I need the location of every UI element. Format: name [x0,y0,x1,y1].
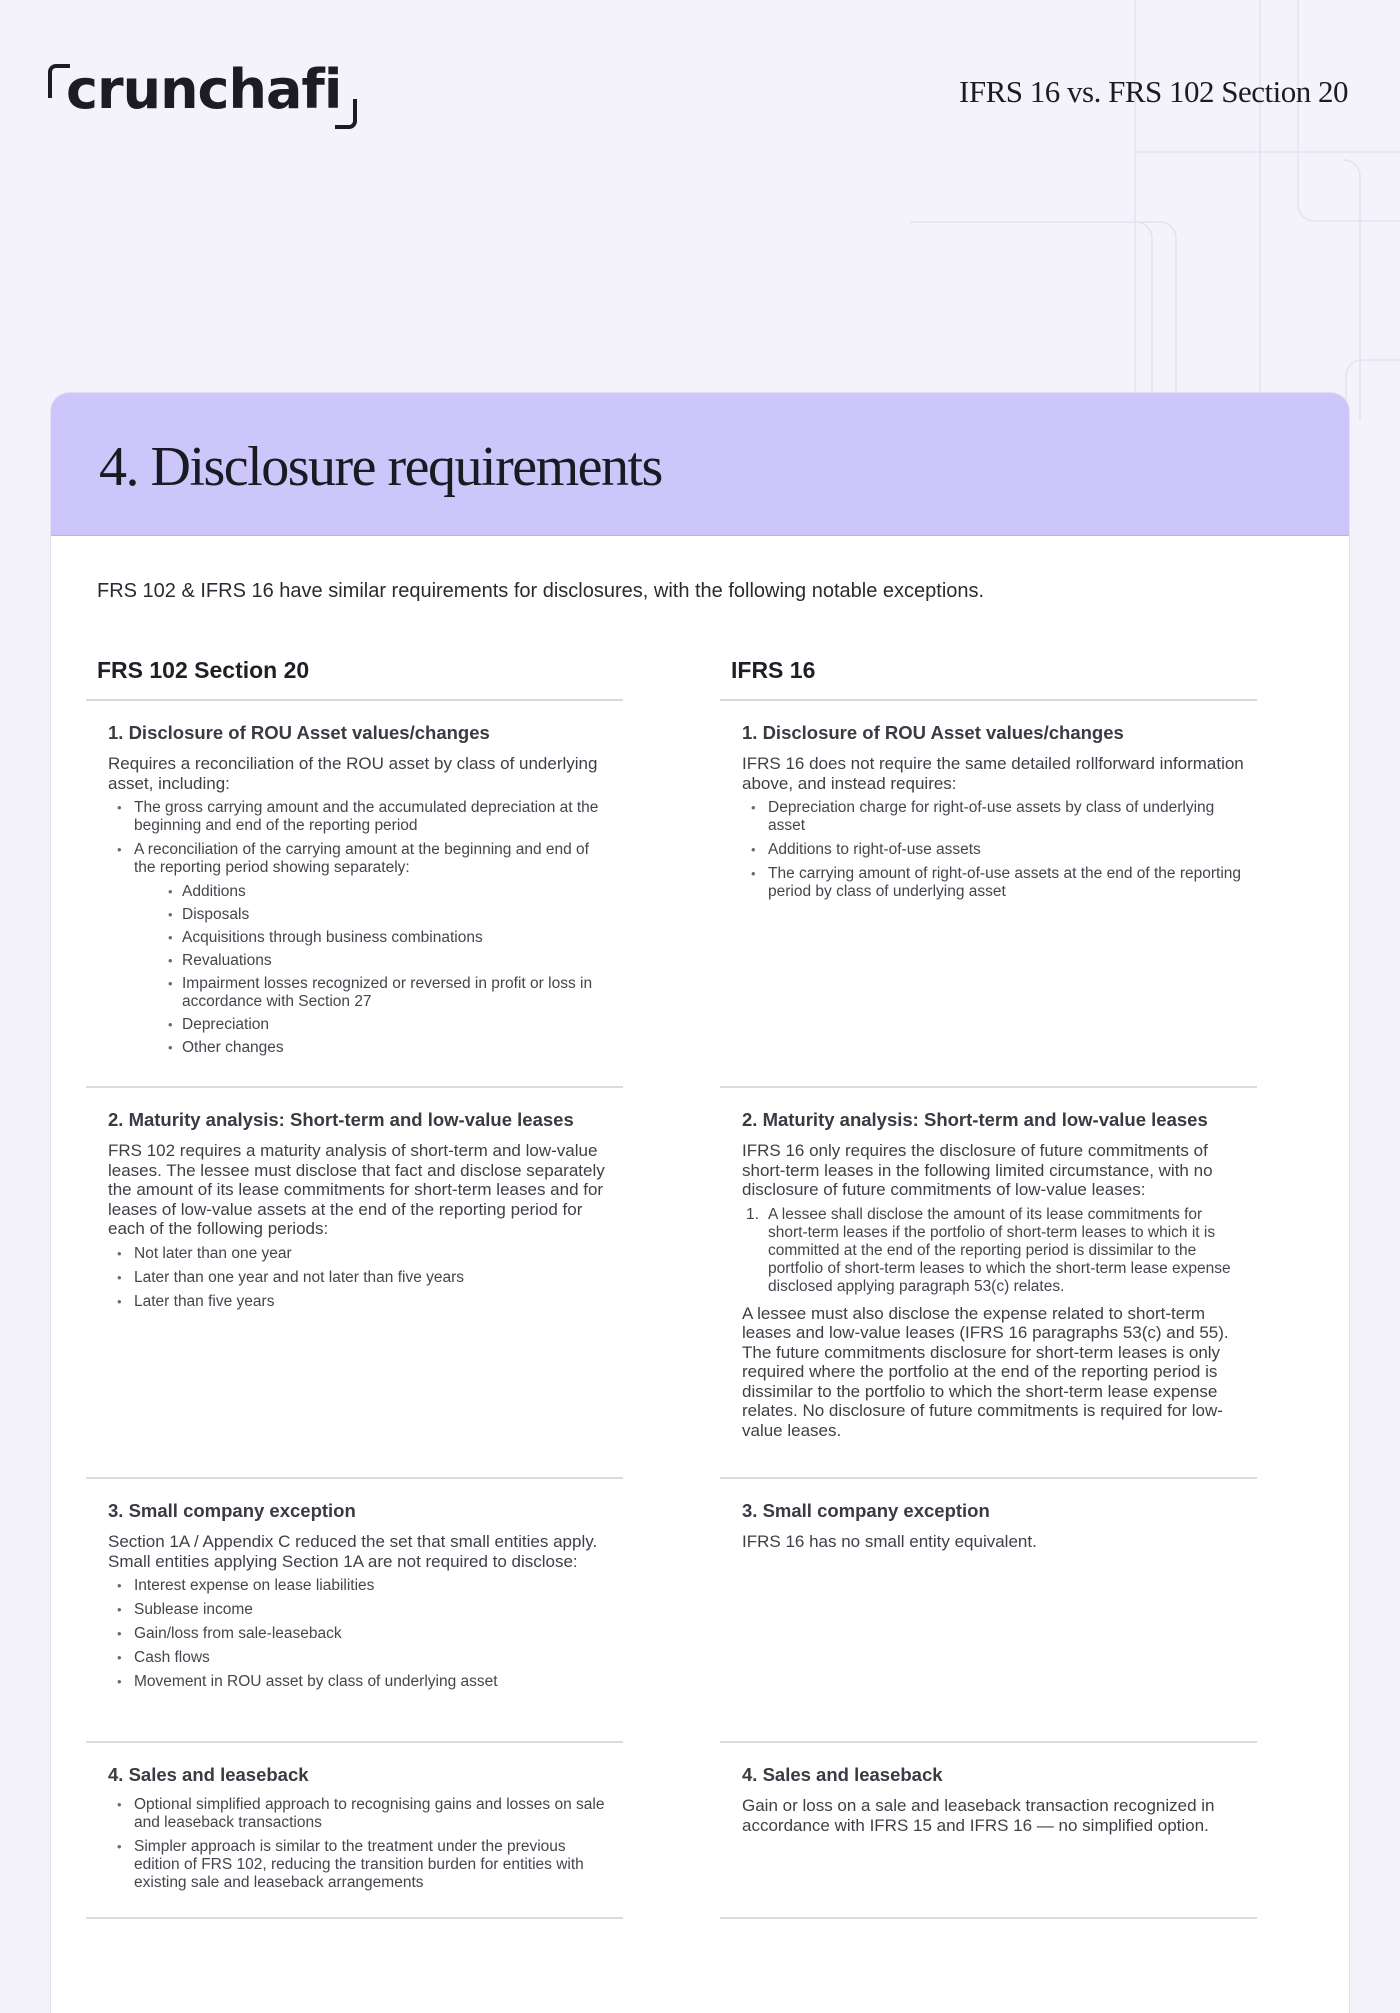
section-header [51,393,1349,536]
ifrs-small-company-block [720,1479,1257,1743]
ifrs-maturity-text-2: A lessee must also disclose the expense related to short-term leases and low-value leases (IFRS 16 paragraphs 53(c) and 55). The future commitments disclosure for short-term leases is only required where the portfolio at the end of the reporting period is dissimilar to the portfolio to which the short-term lease expense relates. No disclosure of future commitments is required for low-value leases. [742,1303,1229,1440]
sub-list-item: • Other changes [134,1039,611,1057]
frs-rou-title: 1. Disclosure of ROU Asset values/changes [108,722,490,743]
list-item: • Optional simplified approach to recognising gains and losses on sale and leaseback transactions [108,1796,611,1832]
ifrs-sale-leaseback-block [720,1743,1257,1919]
ifrs-maturity-title: 2. Maturity analysis: Short-term and low-value leases [742,1109,1208,1130]
list-item: • Sublease income [108,1601,611,1619]
frs-maturity-text: FRS 102 requires a maturity analysis of short-term and low-value leases. The lessee must disclose that fact and disclose separately the amount of its lease commitments for short-term leases and for leases of low-value assets at the end of the reporting period for each of the following periods: [108,1141,605,1238]
list-item: • Depreciation charge for right-of-use assets by class of underlying asset [742,799,1245,835]
frs-sale-leaseback-list [108,1796,611,1892]
ifrs-rou-list [742,799,1245,901]
frs-maturity-block [86,1088,623,1479]
list-item-text: A reconciliation of the carrying amount at the beginning and end of the reporting period showing separately: [134,841,589,876]
logo-bracket-left-icon [48,64,70,98]
frs-sale-leaseback-title: 4. Sales and leaseback [108,1764,309,1785]
intro-text: FRS 102 & IFRS 16 have similar requirements for disclosures, with the following notable exceptions. [97,580,985,602]
frs-rou-asset-block [86,701,623,1088]
frs-rou-sublist [134,883,611,1057]
logo-bracket-right-icon [335,99,357,129]
frs-small-company-block [86,1479,623,1743]
frs-maturity-list [108,1245,611,1311]
list-item: • Simpler approach is similar to the treatment under the previous edition of FRS 102, reducing the transition burden for entities with existing sale and leaseback arrangements [108,1838,611,1892]
ifrs-small-company-text: IFRS 16 has no small entity equivalent. [742,1532,1037,1551]
list-item: • Gain/loss from sale-leaseback [108,1625,611,1643]
ifrs-sale-leaseback-title: 4. Sales and leaseback [742,1764,943,1785]
list-item: A lessee shall disclose the amount of its lease commitments for short-term leases if the portfolio of short-term leases to which it is committed at the end of the reporting period is dissimilar to the portfolio of short-term leases to which the short-term lease expense disclosed applying paragraph 53(c) relates. [768,1205,1231,1295]
sub-list-item: • Disposals [134,906,611,924]
sub-list-item: • Additions [134,883,611,901]
list-item: • Later than five years [108,1293,611,1311]
list-item: • Additions to right-of-use assets [742,841,1245,859]
list-item: • Later than one year and not later than five years [108,1269,611,1287]
ifrs16-column-heading: IFRS 16 [720,657,1257,701]
disclosure-card [51,393,1349,2013]
list-item: • The gross carrying amount and the accumulated depreciation at the beginning and end of the reporting period [108,799,611,835]
frs102-column-heading: FRS 102 Section 20 [86,657,623,701]
list-item: • Interest expense on lease liabilities [108,1577,611,1595]
list-item: • The carrying amount of right-of-use assets at the end of the reporting period by class of underlying asset [742,865,1245,901]
document-title: IFRS 16 vs. FRS 102 Section 20 [959,74,1348,109]
ifrs-rou-text: IFRS 16 does not require the same detailed rollforward information above, and instead requires: [742,754,1244,793]
ifrs-small-company-title: 3. Small company exception [742,1500,990,1521]
crunchafi-logo [52,58,341,121]
ifrs-maturity-block [720,1088,1257,1479]
frs-small-company-title: 3. Small company exception [108,1500,356,1521]
list-item: • Not later than one year [108,1245,611,1263]
sub-list-item: • Impairment losses recognized or reversed in profit or loss in accordance with Section 27 [134,975,611,1011]
frs-rou-text: Requires a reconciliation of the ROU asset by class of underlying asset, including: [108,754,598,793]
logo-text: crunchafi [66,58,342,121]
sub-list-item: • Depreciation [134,1016,611,1034]
ifrs-rou-asset-block [720,701,1257,1088]
ifrs-sale-leaseback-text: Gain or loss on a sale and leaseback transaction recognized in accordance with IFRS 15 and IFRS 16 — no simplified option. [742,1796,1215,1835]
ifrs-rou-title: 1. Disclosure of ROU Asset values/changes [742,722,1124,743]
list-item: • Movement in ROU asset by class of underlying asset [108,1673,611,1691]
ifrs16-column [720,657,1257,1835]
list-item: • Cash flows [108,1649,611,1667]
sub-list-item: • Revaluations [134,952,611,970]
frs-small-company-text: Section 1A / Appendix C reduced the set that small entities apply. Small entities applying Section 1A are not required to disclose: [108,1532,598,1571]
ifrs-maturity-list [742,1206,1245,1296]
list-item [108,841,611,1057]
frs-small-company-list [108,1577,611,1691]
frs-sale-leaseback-block [86,1743,623,1919]
ifrs-maturity-text: IFRS 16 only requires the disclosure of future commitments of short-term leases in the following limited circumstance, with no disclosure of future commitments of low-value leases: [742,1141,1213,1199]
sub-list-item: • Acquisitions through business combinations [134,929,611,947]
frs-maturity-title: 2. Maturity analysis: Short-term and low-value leases [108,1109,574,1130]
section-title: 4. Disclosure requirements [99,436,662,498]
frs-rou-list [108,799,611,1057]
frs102-column [86,657,623,1891]
